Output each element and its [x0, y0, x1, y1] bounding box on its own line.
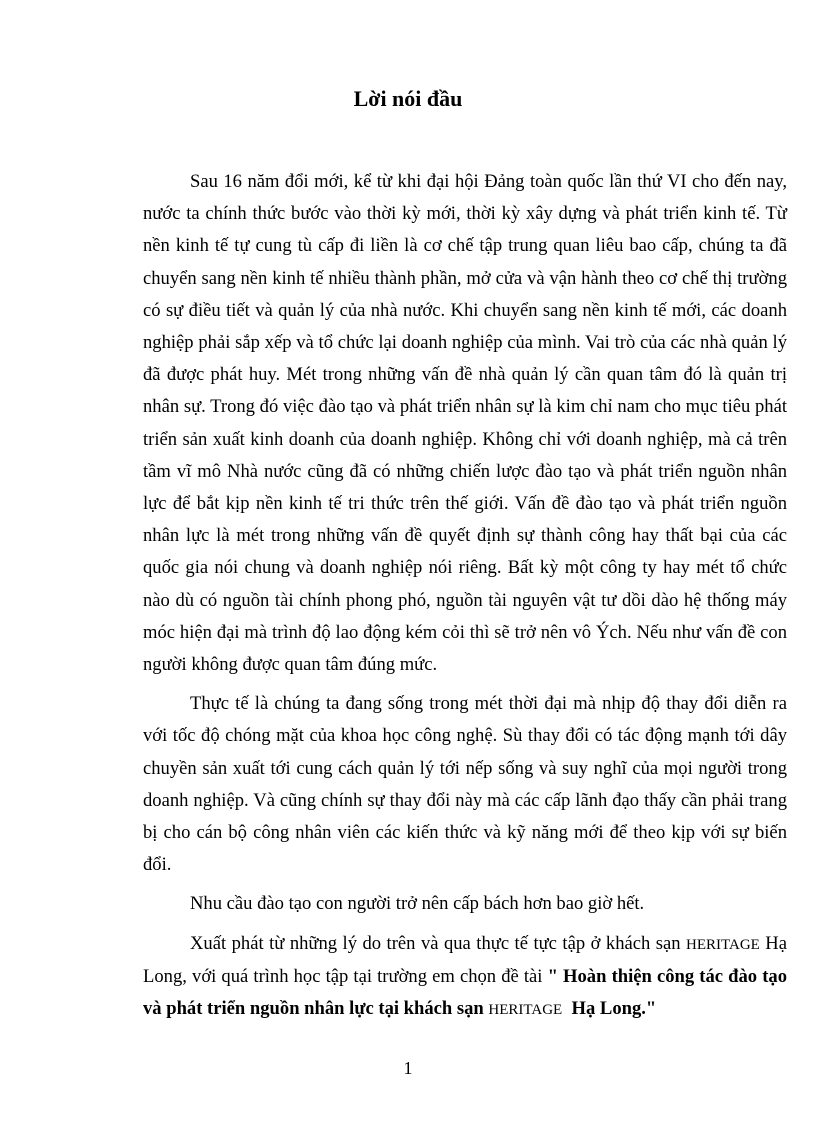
paragraph-topic: [143, 928, 787, 1027]
paragraph-reality: Thực tế là chúng ta đang sống trong mét thời đại mà nhịp độ thay đổi diễn ra với tốc độ chóng mặt của khoa học công nghệ. Sù thay đổi có tác động mạnh tới dây chuyền sản xuất tới cung cách quản lý tới nếp sống và suy nghĩ của mọi người trong doanh nghiệp. Và cũng chính sự thay đổi này mà các cấp lãnh đạo thấy cần phải trang bị cho cán bộ công nhân viên các kiến thức và kỹ năng mới để theo kịp với sự biến đổi.: [143, 693, 787, 876]
hotel-name-2: HERITAGE: [488, 1002, 563, 1019]
thesis-title-part-2: Hạ Long.": [562, 998, 657, 1020]
paragraph-need: Nhu cầu đào tạo con người trở nên cấp bách hơn bao giờ hết.: [190, 893, 645, 915]
thesis-title-part-1: " Hoàn thiện công tác đào tạo và phát triển nguồn nhân lực tại khách sạn: [143, 965, 787, 1020]
page-title: Lời nói đầu: [353, 86, 463, 111]
document-body: [143, 166, 787, 1026]
topic-text-before: Xuất phát từ những lý do trên và qua thực tế tực tập ở khách sạn: [190, 932, 687, 954]
paragraph-intro: Sau 16 năm đổi mới, kể từ khi đại hội Đảng toàn quốc lần thứ VI cho đến nay, nước ta chính thức bước vào thời kỳ mới, thời kỳ xây dựng và phát triển kinh tế. Từ nền kinh tế tự cung tù cấp đi liền là cơ chế tập trung quan liêu bao cấp, chúng ta đã chuyển sang nền kinh tế nhiều thành phần, mở cửa và vận hành theo cơ chế thị trường có sự điều tiết và quản lý của nhà nước. Khi chuyển sang nền kinh tế mới, các doanh nghiệp phải sắp xếp và tổ chức lại doanh nghiệp của mình. Vai trò của các nhà quản lý đã được phát huy. Mét trong những vấn đề nhà quản lý cần quan tâm đó là quản trị nhân sự. Trong đó việc đào tạo và phát triển nhân sự là kim chỉ nam cho mục tiêu phát triển sản xuất kinh doanh của doanh nghiệp. Không chỉ với doanh nghiệp, mà cả trên tầm vĩ mô Nhà nước cũng đã có những chiến lược đào tạo và phát triển nguồn nhân lực để bắt kịp nền kinh tế tri thức trên thế giới. Vấn đề đào tạo và phát triển nguồn nhân lực là mét trong những vấn đề quyết định sự thành công hay thất bại của các quốc gia nói chung và doanh nghiệp nói riêng. Bất kỳ một công ty hay mét tổ chức nào dù có nguồn tài chính phong phó, nguồn tài nguyên vật tư dồi dào hệ thống máy móc hiện đại mà trình độ lao động kém cỏi thì sẽ trở nên vô Ých. Nếu như vấn đề con người không được quan tâm đúng mức.: [143, 171, 787, 676]
hotel-name-1: HERITAGE: [686, 936, 760, 953]
page-number: 1: [403, 1058, 413, 1078]
topic-text-middle: Hạ Long, với quá trình học tập tại trường em chọn đề tài: [143, 932, 787, 987]
